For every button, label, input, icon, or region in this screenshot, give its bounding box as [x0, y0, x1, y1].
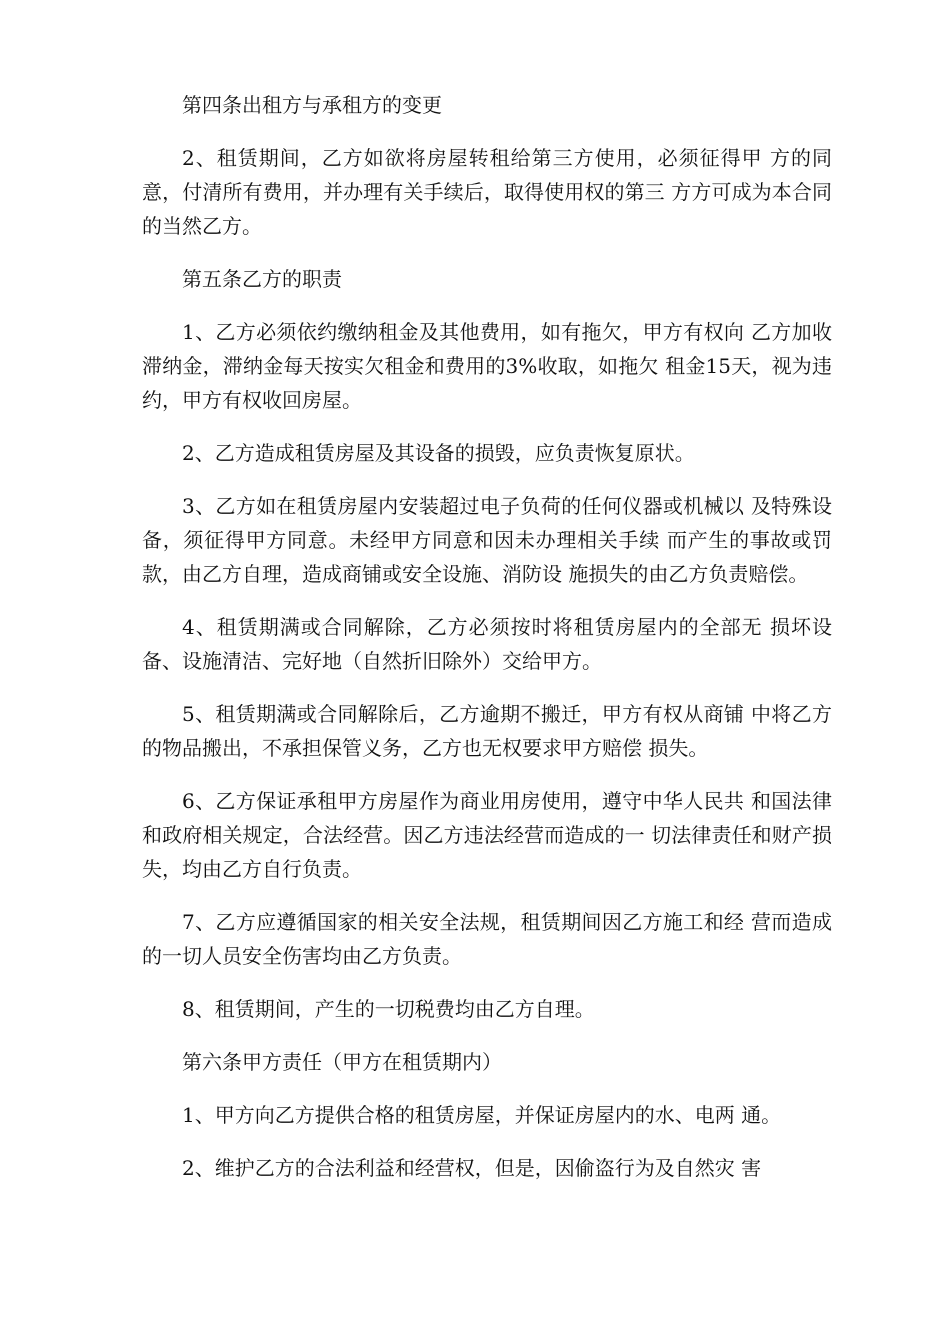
article-5-clause-2: 2、乙方造成租赁房屋及其设备的损毁，应负责恢复原状。 — [182, 441, 695, 465]
article-6-clause-1: 1、甲方向乙方提供合格的租赁房屋，并保证房屋内的水、电两 通。 — [182, 1103, 782, 1127]
article-5-clause-4: 4、租赁期满或合同解除，乙方必须按时将租赁房屋内的全部无 损坏设备、设施清洁、完好地（自然折旧除外）交给甲方。 — [142, 615, 832, 673]
article-5-clause-5: 5、租赁期满或合同解除后，乙方逾期不搬迁，甲方有权从商铺 中将乙方的物品搬出，不承担保管义务，乙方也无权要求甲方赔偿 损失。 — [142, 702, 832, 760]
article-5-clause-7: 7、乙方应遵循国家的相关安全法规，租赁期间因乙方施工和经 营而造成的一切人员安全伤害均由乙方负责。 — [142, 910, 832, 968]
document-body — [142, 88, 832, 1204]
heading-article-4: 第四条出租方与承租方的变更 — [182, 93, 442, 117]
article-4-clause-2: 2、租赁期间，乙方如欲将房屋转租给第三方使用，必须征得甲 方的同意，付清所有费用，并办理有关手续后，取得使用权的第三 方方可成为本合同的当然乙方。 — [142, 146, 832, 238]
article-5-clause-1: 1、乙方必须依约缴纳租金及其他费用，如有拖欠，甲方有权向 乙方加收滞纳金，滞纳金每天按实欠租金和费用的3%收取，如拖欠 租金15天，视为违约，甲方有权收回房屋。 — [142, 320, 832, 412]
article-6-clause-2: 2、维护乙方的合法利益和经营权，但是，因偷盗行为及自然灾 害 — [182, 1156, 762, 1180]
heading-article-6: 第六条甲方责任（甲方在租赁期内） — [182, 1050, 502, 1074]
heading-article-5: 第五条乙方的职责 — [182, 267, 342, 291]
article-5-clause-3: 3、乙方如在租赁房屋内安装超过电子负荷的任何仪器或机械以 及特殊设备，须征得甲方同意。未经甲方同意和因未办理相关手续 而产生的事故或罚款，由乙方自理，造成商铺或安全设施、消防设 施损失的由乙方负责赔偿。 — [142, 494, 832, 586]
article-5-clause-8: 8、租赁期间，产生的一切税费均由乙方自理。 — [182, 997, 595, 1021]
article-5-clause-6: 6、乙方保证承租甲方房屋作为商业用房使用，遵守中华人民共 和国法律和政府相关规定，合法经营。因乙方违法经营而造成的一 切法律责任和财产损失，均由乙方自行负责。 — [142, 789, 832, 881]
